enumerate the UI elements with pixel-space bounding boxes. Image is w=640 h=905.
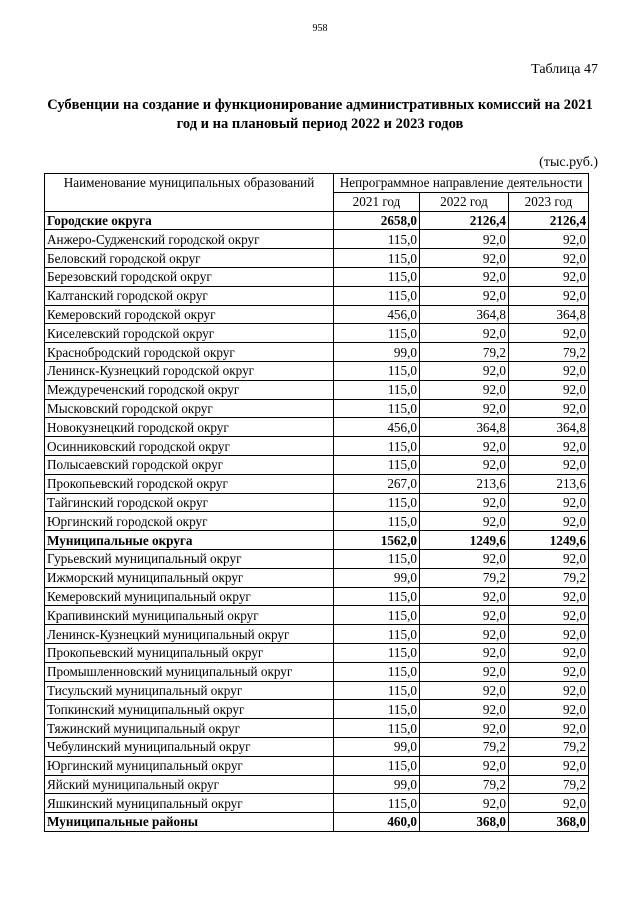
value-2023-cell: 1249,6 [509,531,589,550]
row-name-cell: Яшкинский муниципальный округ [45,794,334,813]
row-name-cell: Тяжинский муниципальный округ [45,719,334,738]
table-row [45,324,589,343]
value-2022-cell: 2126,4 [420,211,509,230]
table-row-subtotal [45,813,589,832]
table-row [45,249,589,268]
table-row [45,418,589,437]
value-2021-cell: 456,0 [334,305,420,324]
table-row [45,625,589,644]
row-name-cell: Новокузнецкий городской округ [45,418,334,437]
value-2022-cell: 92,0 [420,455,509,474]
header-year-2023: 2023 год [509,192,589,211]
value-2023-cell: 92,0 [509,756,589,775]
row-name-cell: Мысковский городской округ [45,399,334,418]
value-2023-cell: 79,2 [509,775,589,794]
row-name-cell: Тайгинский городской округ [45,493,334,512]
value-2022-cell: 92,0 [420,249,509,268]
table-row [45,775,589,794]
value-2022-cell: 92,0 [420,719,509,738]
table-body [45,211,589,831]
value-2021-cell: 115,0 [334,267,420,286]
value-2021-cell: 115,0 [334,249,420,268]
table-label: Таблица 47 [531,62,598,77]
table-row [45,662,589,681]
value-2021-cell: 460,0 [334,813,420,832]
value-2022-cell: 92,0 [420,380,509,399]
table-row [45,512,589,531]
value-2022-cell: 92,0 [420,230,509,249]
table-row [45,756,589,775]
value-2022-cell: 92,0 [420,681,509,700]
row-name-cell: Топкинский муниципальный округ [45,700,334,719]
table-row [45,286,589,305]
value-2021-cell: 115,0 [334,643,420,662]
table-row [45,493,589,512]
header-group: Непрограммное направление деятельности [334,174,589,193]
row-name-cell: Крапивинский муниципальный округ [45,606,334,625]
table-row-subtotal [45,211,589,230]
value-2021-cell: 115,0 [334,361,420,380]
header-year-2021: 2021 год [334,192,420,211]
value-2022-cell: 364,8 [420,418,509,437]
row-name-cell: Березовский городской округ [45,267,334,286]
value-2022-cell: 92,0 [420,493,509,512]
table-row [45,230,589,249]
value-2022-cell: 368,0 [420,813,509,832]
value-2022-cell: 92,0 [420,512,509,531]
value-2023-cell: 92,0 [509,437,589,456]
row-name-cell: Городские округа [45,211,334,230]
table-row-subtotal [45,531,589,550]
table-row [45,267,589,286]
row-name-cell: Прокопьевский муниципальный округ [45,643,334,662]
value-2021-cell: 99,0 [334,343,420,362]
value-2021-cell: 115,0 [334,756,420,775]
value-2022-cell: 364,8 [420,305,509,324]
value-2022-cell: 213,6 [420,474,509,493]
table-row [45,549,589,568]
row-name-cell: Юргинский городской округ [45,512,334,531]
value-2023-cell: 92,0 [509,549,589,568]
value-2023-cell: 79,2 [509,737,589,756]
value-2021-cell: 115,0 [334,324,420,343]
row-name-cell: Беловский городской округ [45,249,334,268]
row-name-cell: Краснобродский городской округ [45,343,334,362]
value-2021-cell: 115,0 [334,455,420,474]
row-name-cell: Прокопьевский городской округ [45,474,334,493]
table-row [45,568,589,587]
row-name-cell: Анжеро-Судженский городской округ [45,230,334,249]
value-2022-cell: 92,0 [420,324,509,343]
value-2023-cell: 213,6 [509,474,589,493]
value-2023-cell: 364,8 [509,305,589,324]
table-row [45,700,589,719]
value-2022-cell: 92,0 [420,643,509,662]
row-name-cell: Гурьевский муниципальный округ [45,549,334,568]
value-2021-cell: 99,0 [334,737,420,756]
table-row [45,794,589,813]
value-2022-cell: 92,0 [420,549,509,568]
value-2021-cell: 115,0 [334,286,420,305]
value-2021-cell: 115,0 [334,399,420,418]
row-name-cell: Ленинск-Кузнецкий городской округ [45,361,334,380]
value-2022-cell: 92,0 [420,794,509,813]
row-name-cell: Кемеровский городской округ [45,305,334,324]
row-name-cell: Юргинский муниципальный округ [45,756,334,775]
value-2021-cell: 115,0 [334,493,420,512]
value-2023-cell: 92,0 [509,643,589,662]
row-name-cell: Ижморский муниципальный округ [45,568,334,587]
value-2023-cell: 79,2 [509,568,589,587]
value-2022-cell: 92,0 [420,587,509,606]
value-2021-cell: 115,0 [334,230,420,249]
value-2022-cell: 92,0 [420,286,509,305]
value-2022-cell: 79,2 [420,775,509,794]
value-2023-cell: 92,0 [509,267,589,286]
value-2023-cell: 92,0 [509,700,589,719]
value-2021-cell: 115,0 [334,380,420,399]
value-2023-cell: 92,0 [509,230,589,249]
value-2023-cell: 92,0 [509,455,589,474]
subsidies-table [44,173,589,832]
value-2021-cell: 115,0 [334,719,420,738]
value-2021-cell: 267,0 [334,474,420,493]
value-2021-cell: 99,0 [334,775,420,794]
row-name-cell: Чебулинский муниципальный округ [45,737,334,756]
table-row [45,399,589,418]
row-name-cell: Кемеровский муниципальный округ [45,587,334,606]
value-2023-cell: 92,0 [509,794,589,813]
value-2022-cell: 92,0 [420,267,509,286]
value-2021-cell: 115,0 [334,587,420,606]
value-2022-cell: 92,0 [420,399,509,418]
row-name-cell: Осинниковский городской округ [45,437,334,456]
value-2023-cell: 79,2 [509,343,589,362]
value-2021-cell: 1562,0 [334,531,420,550]
value-2022-cell: 79,2 [420,737,509,756]
table-row [45,437,589,456]
value-2021-cell: 115,0 [334,606,420,625]
value-2023-cell: 92,0 [509,587,589,606]
value-2022-cell: 92,0 [420,437,509,456]
value-2022-cell: 1249,6 [420,531,509,550]
table-row [45,455,589,474]
row-name-cell: Муниципальные округа [45,531,334,550]
value-2021-cell: 115,0 [334,549,420,568]
value-2022-cell: 92,0 [420,662,509,681]
value-2022-cell: 92,0 [420,606,509,625]
value-2023-cell: 92,0 [509,249,589,268]
header-name-column: Наименование муниципальных образований [45,174,334,212]
value-2022-cell: 79,2 [420,568,509,587]
row-name-cell: Междуреченский городской округ [45,380,334,399]
row-name-cell: Ленинск-Кузнецкий муниципальный округ [45,625,334,644]
table-row [45,474,589,493]
row-name-cell: Муниципальные районы [45,813,334,832]
value-2022-cell: 92,0 [420,361,509,380]
table-row [45,343,589,362]
value-2023-cell: 92,0 [509,719,589,738]
value-2021-cell: 115,0 [334,512,420,531]
table-row [45,737,589,756]
value-2022-cell: 92,0 [420,700,509,719]
value-2023-cell: 92,0 [509,361,589,380]
document-title: Субвенции на создание и функционирование административных комиссий на 2021 год и на плановый период 2022 и 2023 годов [47,97,593,132]
value-2021-cell: 115,0 [334,662,420,681]
value-2023-cell: 92,0 [509,512,589,531]
value-2021-cell: 99,0 [334,568,420,587]
row-name-cell: Киселевский городской округ [45,324,334,343]
value-2023-cell: 2126,4 [509,211,589,230]
value-2021-cell: 115,0 [334,625,420,644]
table-row [45,719,589,738]
table-row [45,361,589,380]
value-2021-cell: 115,0 [334,437,420,456]
table-row [45,681,589,700]
header-year-2022: 2022 год [420,192,509,211]
value-2023-cell: 92,0 [509,493,589,512]
value-2023-cell: 92,0 [509,681,589,700]
table-row [45,606,589,625]
value-2023-cell: 368,0 [509,813,589,832]
table-row [45,305,589,324]
value-2023-cell: 92,0 [509,625,589,644]
value-2023-cell: 92,0 [509,324,589,343]
value-2023-cell: 92,0 [509,380,589,399]
value-2023-cell: 92,0 [509,399,589,418]
value-2023-cell: 92,0 [509,286,589,305]
row-name-cell: Полысаевский городской округ [45,455,334,474]
value-2022-cell: 92,0 [420,625,509,644]
value-2022-cell: 92,0 [420,756,509,775]
value-2023-cell: 92,0 [509,662,589,681]
table-row [45,643,589,662]
row-name-cell: Калтанский городской округ [45,286,334,305]
row-name-cell: Промышленновский муниципальный округ [45,662,334,681]
value-2022-cell: 79,2 [420,343,509,362]
value-2021-cell: 456,0 [334,418,420,437]
value-2021-cell: 115,0 [334,681,420,700]
page-number: 958 [312,23,328,34]
value-2023-cell: 92,0 [509,606,589,625]
value-2021-cell: 2658,0 [334,211,420,230]
table-row [45,380,589,399]
value-2021-cell: 115,0 [334,794,420,813]
row-name-cell: Яйский муниципальный округ [45,775,334,794]
units-label: (тыс.руб.) [539,155,598,170]
table-row [45,587,589,606]
row-name-cell: Тисульский муниципальный округ [45,681,334,700]
value-2023-cell: 364,8 [509,418,589,437]
value-2021-cell: 115,0 [334,700,420,719]
